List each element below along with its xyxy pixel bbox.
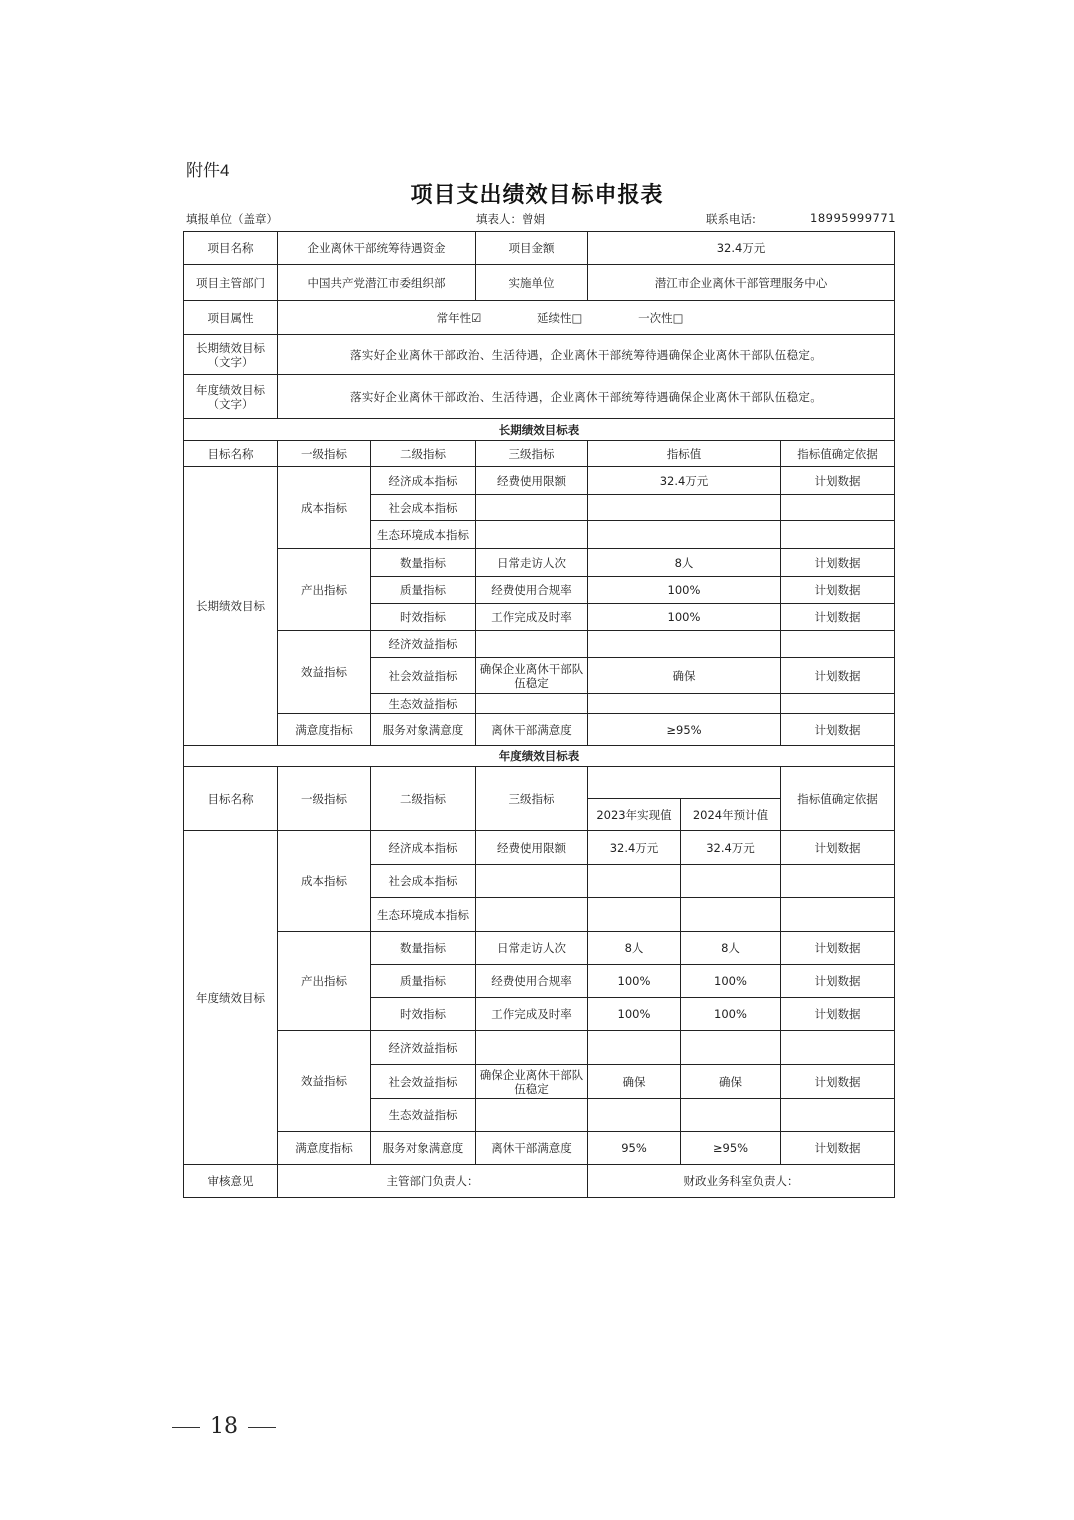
l3-cell: 离休干部满意度	[476, 1132, 588, 1165]
value-cell: 确保	[588, 658, 781, 694]
amount-value: 32.4万元	[588, 232, 895, 265]
basis-cell: 计划数据	[781, 714, 895, 746]
dash-right	[248, 1427, 276, 1428]
header-goal-name: 目标名称	[184, 441, 278, 467]
l3-cell: 离休干部满意度	[476, 714, 588, 746]
long-group-benefit: 效益指标	[278, 631, 371, 714]
v2023-cell: 95%	[588, 1132, 681, 1165]
table-row	[184, 1031, 895, 1065]
l2-cell: 经济成本指标	[371, 467, 476, 495]
review-label: 审核意见	[184, 1165, 278, 1198]
row-long-goal-text	[184, 335, 895, 375]
l2-cell: 数量指标	[371, 932, 476, 965]
long-table-header	[184, 441, 895, 467]
v2023-cell: 100%	[588, 998, 681, 1031]
long-group-output: 产出指标	[278, 549, 371, 631]
l2-cell: 社会成本指标	[371, 865, 476, 898]
long-group-satisfaction: 满意度指标	[278, 714, 371, 746]
year-group-cost: 成本指标	[278, 831, 371, 932]
basis-cell	[781, 631, 895, 658]
phone-number: 18995999771	[810, 211, 896, 225]
l2-cell: 社会效益指标	[371, 1065, 476, 1099]
l3-cell	[476, 1099, 588, 1132]
l3-cell: 经费使用限额	[476, 831, 588, 865]
v2024-cell	[681, 898, 781, 932]
header-2023: 2023年实现值	[588, 799, 681, 831]
v2023-cell: 100%	[588, 965, 681, 998]
l2-cell: 经济效益指标	[371, 631, 476, 658]
basis-cell	[781, 1099, 895, 1132]
l3-cell	[476, 694, 588, 714]
l2-cell: 时效指标	[371, 998, 476, 1031]
l2-cell: 生态环境成本指标	[371, 521, 476, 549]
review-row	[184, 1165, 895, 1198]
impl-label: 实施单位	[476, 265, 588, 301]
v2023-cell	[588, 1031, 681, 1065]
v2024-cell: 100%	[681, 998, 781, 1031]
v2024-cell	[681, 1099, 781, 1132]
l3-cell	[476, 631, 588, 658]
header-2024: 2024年预计值	[681, 799, 781, 831]
l3-cell: 工作完成及时率	[476, 604, 588, 631]
project-name-label: 项目名称	[184, 232, 278, 265]
header-level1: 一级指标	[278, 441, 371, 467]
attr-label: 项目属性	[184, 301, 278, 335]
l3-cell	[476, 1031, 588, 1065]
table-row	[184, 549, 895, 577]
l2-cell: 质量指标	[371, 577, 476, 604]
phone-label: 联系电话:	[706, 212, 756, 226]
l2-cell: 服务对象满意度	[371, 1132, 476, 1165]
header-level1: 一级指标	[278, 767, 371, 831]
dash-left	[172, 1427, 200, 1428]
row-year-goal-text	[184, 375, 895, 419]
attr-options	[278, 301, 895, 335]
l3-cell: 经费使用合规率	[476, 577, 588, 604]
year-group-benefit: 效益指标	[278, 1031, 371, 1132]
v2024-cell: 8人	[681, 932, 781, 965]
basis-cell	[781, 694, 895, 714]
l2-cell: 生态效益指标	[371, 1099, 476, 1132]
v2023-cell	[588, 1099, 681, 1132]
page-title: 项目支出绩效目标申报表	[410, 182, 664, 208]
l3-cell: 工作完成及时率	[476, 998, 588, 1031]
performance-goal-form	[183, 231, 895, 1198]
header-level3: 三级指标	[476, 767, 588, 831]
table-row	[184, 1132, 895, 1165]
value-cell: 100%	[588, 604, 781, 631]
project-name-value: 企业离休干部统筹待遇资金	[278, 232, 476, 265]
long-group-cost: 成本指标	[278, 467, 371, 549]
v2024-cell: ≥95%	[681, 1132, 781, 1165]
v2024-cell: 确保	[681, 1065, 781, 1099]
basis-cell	[781, 865, 895, 898]
long-goal-text: 落实好企业离休干部政治、生活待遇，企业离休干部统筹待遇确保企业离休干部队伍稳定。	[278, 335, 895, 375]
l2-cell: 质量指标	[371, 965, 476, 998]
year-goal-label-line2: （文字）	[207, 396, 254, 411]
basis-cell: 计划数据	[781, 932, 895, 965]
value-cell	[588, 631, 781, 658]
page-number-text: 18	[210, 1414, 238, 1439]
long-table-section-row	[184, 419, 895, 441]
filler-label: 填表人：曾娟	[476, 212, 545, 226]
l2-cell: 时效指标	[371, 604, 476, 631]
year-group-satisfaction: 满意度指标	[278, 1132, 371, 1165]
long-goal-label-line1: 长期绩效目标	[196, 340, 265, 355]
l2-cell: 社会效益指标	[371, 658, 476, 694]
row-project-name	[184, 232, 895, 265]
v2023-cell: 8人	[588, 932, 681, 965]
year-table-section-row	[184, 746, 895, 767]
header-value: 指标值	[588, 441, 781, 467]
l2-cell: 社会成本指标	[371, 495, 476, 521]
header-basis: 指标值确定依据	[781, 441, 895, 467]
year-goal-text: 落实好企业离休干部政治、生活待遇，企业离休干部统筹待遇确保企业离休干部队伍稳定。	[278, 375, 895, 419]
basis-cell: 计划数据	[781, 467, 895, 495]
attachment-label: 附件4	[186, 161, 230, 180]
page-number	[162, 1414, 286, 1439]
l2-cell: 生态效益指标	[371, 694, 476, 714]
basis-cell	[781, 1031, 895, 1065]
value-cell: ≥95%	[588, 714, 781, 746]
v2024-cell	[681, 1031, 781, 1065]
l3-cell: 经费使用合规率	[476, 965, 588, 998]
basis-cell: 计划数据	[781, 577, 895, 604]
value-cell	[588, 495, 781, 521]
value-cell: 100%	[588, 577, 781, 604]
long-goal-label-line2: （文字）	[207, 354, 254, 369]
dept-label: 项目主管部门	[184, 265, 278, 301]
year-table-title: 年度绩效目标表	[184, 746, 895, 767]
row-attr	[184, 301, 895, 335]
basis-cell: 计划数据	[781, 965, 895, 998]
l3-cell	[476, 521, 588, 549]
fill-unit-label: 填报单位（盖章）	[186, 212, 278, 226]
l3-cell: 经费使用限额	[476, 467, 588, 495]
l2-cell: 数量指标	[371, 549, 476, 577]
basis-cell	[781, 495, 895, 521]
header-basis: 指标值确定依据	[781, 767, 895, 831]
value-cell	[588, 694, 781, 714]
basis-cell: 计划数据	[781, 658, 895, 694]
year-table-header-row1	[184, 767, 895, 799]
dept-value: 中国共产党潜江市委组织部	[278, 265, 476, 301]
long-table-title: 长期绩效目标表	[184, 419, 895, 441]
finance-head-field[interactable]: 财政业务科室负责人：	[588, 1165, 895, 1198]
value-cell	[588, 521, 781, 549]
l2-cell: 服务对象满意度	[371, 714, 476, 746]
l3-cell: 确保企业离休干部队伍稳定	[476, 658, 588, 694]
l3-cell: 日常走访人次	[476, 549, 588, 577]
header-value-group	[588, 767, 781, 799]
v2024-cell: 32.4万元	[681, 831, 781, 865]
header-goal-name: 目标名称	[184, 767, 278, 831]
amount-label: 项目金额	[476, 232, 588, 265]
l3-cell: 确保企业离休干部队伍稳定	[476, 1065, 588, 1099]
basis-cell: 计划数据	[781, 831, 895, 865]
value-cell: 8人	[588, 549, 781, 577]
basis-cell: 计划数据	[781, 1132, 895, 1165]
l3-cell	[476, 865, 588, 898]
long-goal-name: 长期绩效目标	[184, 467, 278, 746]
l3-cell	[476, 495, 588, 521]
basis-cell: 计划数据	[781, 604, 895, 631]
table-row	[184, 714, 895, 746]
attr-option-recurring[interactable]: 常年性☑	[436, 310, 482, 325]
year-goal-name: 年度绩效目标	[184, 831, 278, 1165]
basis-cell	[781, 521, 895, 549]
header-level2: 二级指标	[371, 767, 476, 831]
attr-option-onetime[interactable]: 一次性□	[638, 310, 684, 325]
l3-cell	[476, 898, 588, 932]
v2024-cell	[681, 865, 781, 898]
year-goal-label-line1: 年度绩效目标	[196, 382, 265, 397]
table-row	[184, 631, 895, 658]
l3-cell: 日常走访人次	[476, 932, 588, 965]
table-row	[184, 467, 895, 495]
basis-cell: 计划数据	[781, 1065, 895, 1099]
dept-head-field[interactable]: 主管部门负责人：	[278, 1165, 588, 1198]
header-level3: 三级指标	[476, 441, 588, 467]
l2-cell: 经济成本指标	[371, 831, 476, 865]
basis-cell	[781, 898, 895, 932]
v2024-cell: 100%	[681, 965, 781, 998]
v2023-cell: 确保	[588, 1065, 681, 1099]
v2023-cell: 32.4万元	[588, 831, 681, 865]
basis-cell: 计划数据	[781, 549, 895, 577]
attr-option-continuing[interactable]: 延续性□	[537, 310, 583, 325]
row-dept	[184, 265, 895, 301]
l2-cell: 生态环境成本指标	[371, 898, 476, 932]
year-goal-label	[184, 375, 278, 419]
table-row	[184, 831, 895, 865]
basis-cell: 计划数据	[781, 998, 895, 1031]
table-row	[184, 932, 895, 965]
v2023-cell	[588, 898, 681, 932]
value-cell: 32.4万元	[588, 467, 781, 495]
v2023-cell	[588, 865, 681, 898]
header-level2: 二级指标	[371, 441, 476, 467]
impl-value: 潜江市企业离休干部管理服务中心	[588, 265, 895, 301]
year-group-output: 产出指标	[278, 932, 371, 1031]
long-goal-label	[184, 335, 278, 375]
l2-cell: 经济效益指标	[371, 1031, 476, 1065]
